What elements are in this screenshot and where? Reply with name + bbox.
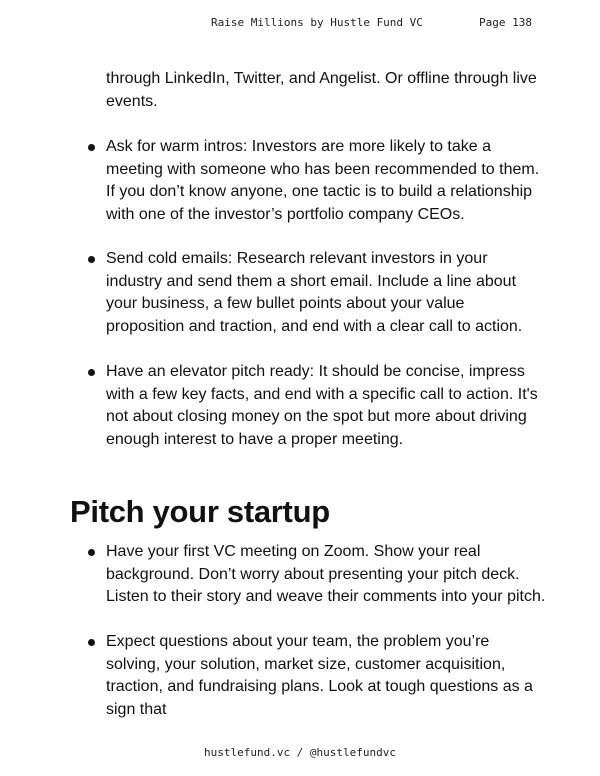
list-item-text: Send cold emails: Research relevant investors in your industry and send them a short email. Include a line about your business, a few bullet points about your value proposition and traction, and end with a clear call to action.: [106, 250, 523, 335]
page-header: [0, 16, 600, 34]
bullet-dot-icon: [88, 144, 95, 151]
bullet-dot-icon: [88, 256, 95, 263]
continuation-text: through LinkedIn, Twitter, and Angelist. Or offline through live events.: [106, 70, 537, 110]
bullet-dot-icon: [88, 369, 95, 376]
page-footer: hustlefund.vc / @hustlefundvc: [203, 746, 397, 759]
book-title: Raise Millions by Hustle Fund VC: [211, 16, 423, 29]
bullet-dot-icon: [88, 639, 95, 646]
bullet-dot-icon: [88, 549, 95, 556]
list-item-text: Ask for warm intros: Investors are more likely to take a meeting with someone who has been recommended to them. If you don’t know anyone, one tactic is to build a relationship with one of the investor’s portfolio company CEOs.: [106, 138, 540, 223]
list-item-text: Have an elevator pitch ready: It should be concise, impress with a few key facts, and end with a specific call to action. It's not about closing money on the spot but more about driving enough interest to have a proper meeting.: [106, 363, 538, 448]
section-heading: Pitch your startup: [70, 494, 330, 529]
list-item-text: Expect questions about your team, the problem you’re solving, your solution, market size, customer acquisition, traction, and fundraising plans. Look at tough questions as a sign that: [106, 633, 533, 718]
page-number: Page 138: [479, 16, 532, 29]
list-item-text: Have your first VC meeting on Zoom. Show your real background. Don’t worry about presenting your pitch deck. Listen to their story and weave their comments into your pitch.: [106, 543, 546, 605]
